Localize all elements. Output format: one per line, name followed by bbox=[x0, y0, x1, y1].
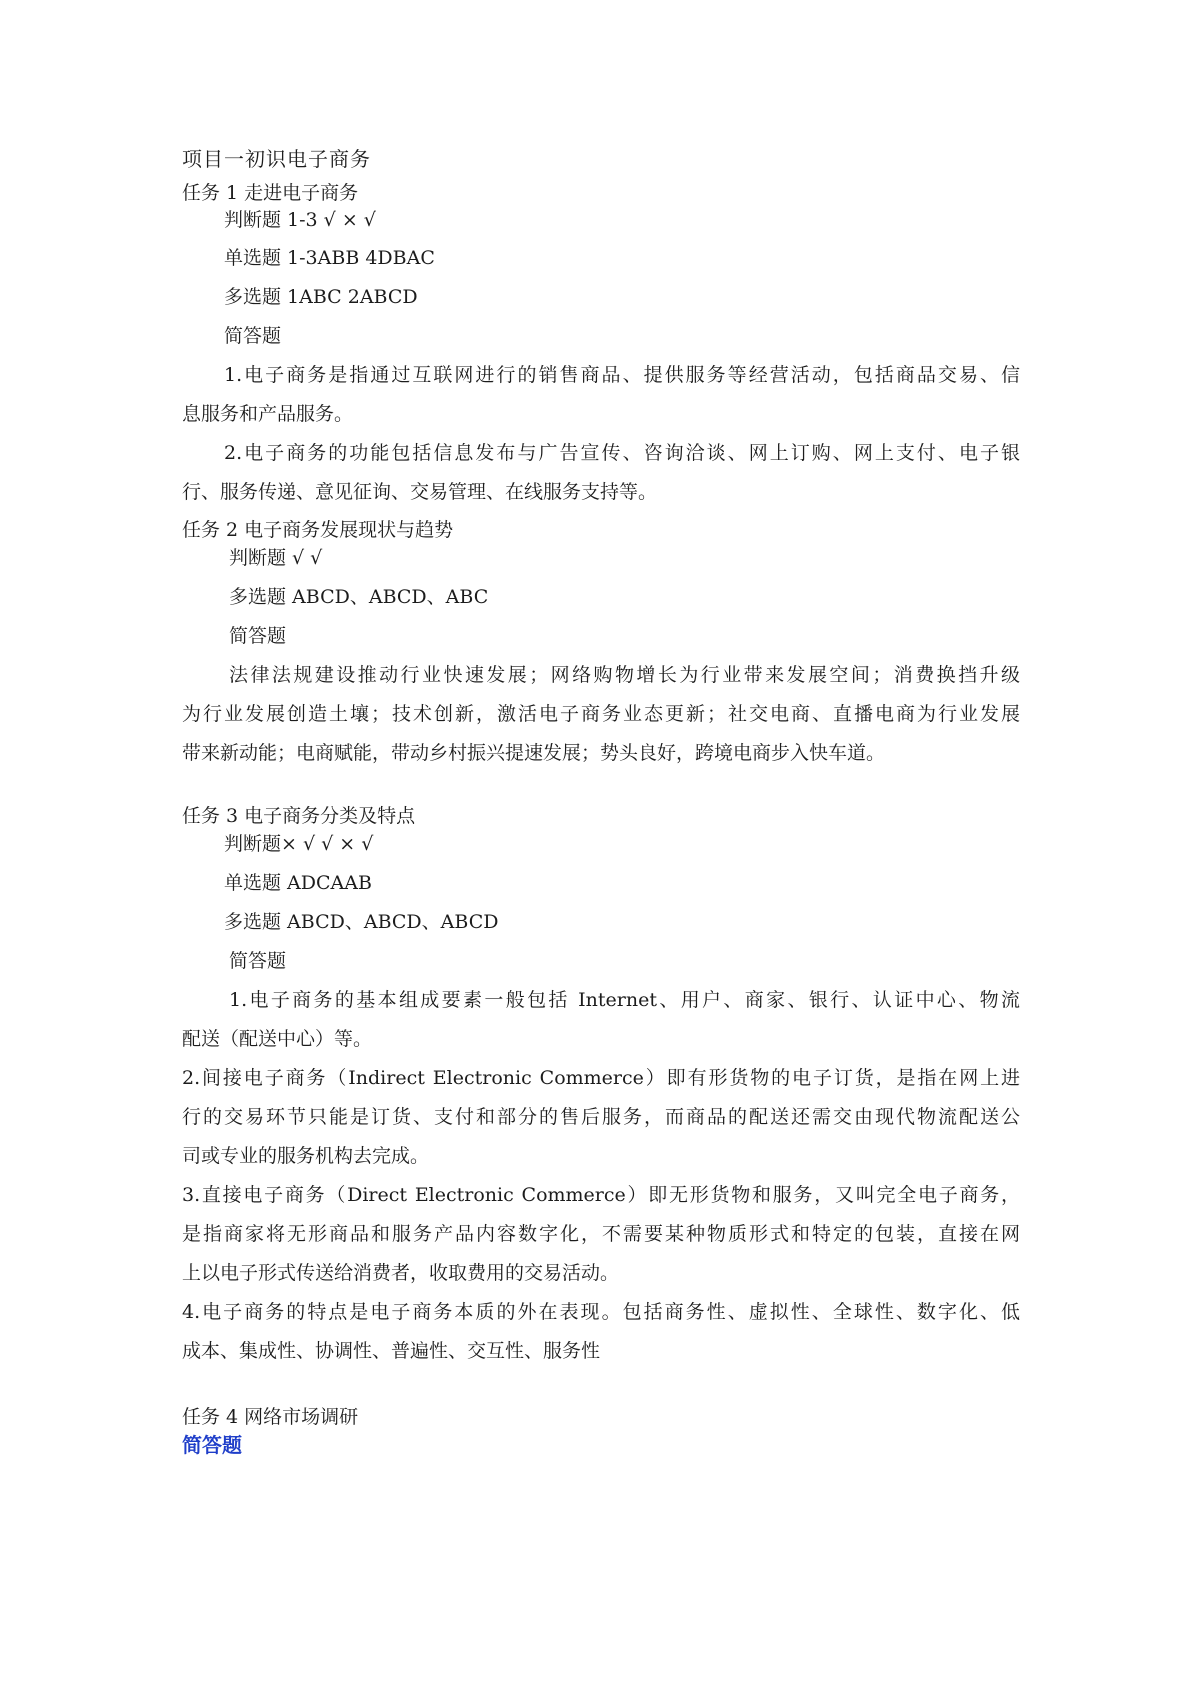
task1-short-answer-title: 简答题 bbox=[224, 325, 282, 347]
task3-answer4-line2: 成本、集成性、协调性、普遍性、交互性、服务性 bbox=[182, 1340, 601, 1362]
task2-true-false: 判断题 √ √ bbox=[229, 547, 323, 569]
task3-answer1-line1: 1.电子商务的基本组成要素一般包括 Internet、用户、商家、银行、认证中心、物流 bbox=[229, 989, 1020, 1011]
task1-answer2-line2: 行、服务传递、意见征询、交易管理、在线服务支持等。 bbox=[182, 481, 658, 503]
task4-short-answer-title: 简答题 bbox=[182, 1433, 242, 1457]
task3-answer4-line1: 4.电子商务的特点是电子商务本质的外在表现。包括商务性、虚拟性、全球性、数字化、低 bbox=[182, 1301, 1020, 1323]
task1-heading: 任务 1 走进电子商务 bbox=[182, 182, 359, 204]
task3-answer1-line2: 配送（配送中心）等。 bbox=[182, 1028, 373, 1050]
project-title: 项目一初识电子商务 bbox=[182, 147, 371, 171]
task2-heading: 任务 2 电子商务发展现状与趋势 bbox=[182, 519, 454, 541]
task2-answer-line2: 为行业发展创造土壤；技术创新，激活电子商务业态更新；社交电商、直播电商为行业发展 bbox=[182, 703, 1020, 725]
task1-true-false: 判断题 1-3 √ × √ bbox=[224, 209, 376, 231]
task3-true-false: 判断题× √ √ × √ bbox=[224, 833, 374, 855]
task3-answer3-line1: 3.直接电子商务（Direct Electronic Commerce）即无形货物和服务，又叫完全电子商务， bbox=[182, 1184, 1020, 1206]
task3-answer2-line3: 司或专业的服务机构去完成。 bbox=[182, 1145, 430, 1167]
task3-answer2-line1: 2.间接电子商务（Indirect Electronic Commerce）即有形货物的电子订货，是指在网上进 bbox=[182, 1067, 1020, 1089]
task2-short-answer-title: 简答题 bbox=[229, 625, 287, 647]
task3-answer3-line3: 上以电子形式传送给消费者，收取费用的交易活动。 bbox=[182, 1262, 620, 1284]
task1-answer1-line2: 息服务和产品服务。 bbox=[182, 403, 354, 425]
task1-answer1-line1: 1.电子商务是指通过互联网进行的销售商品、提供服务等经营活动，包括商品交易、信 bbox=[224, 364, 1020, 386]
task3-answer2-line2: 行的交易环节只能是订货、支付和部分的售后服务，而商品的配送还需交由现代物流配送公 bbox=[182, 1106, 1020, 1128]
task1-single-choice: 单选题 1-3ABB 4DBAC bbox=[224, 247, 435, 269]
task3-answer3-line2: 是指商家将无形商品和服务产品内容数字化，不需要某种物质形式和特定的包装，直接在网 bbox=[182, 1223, 1020, 1245]
task3-short-answer-title: 简答题 bbox=[229, 950, 287, 972]
task3-heading: 任务 3 电子商务分类及特点 bbox=[182, 805, 416, 827]
task2-answer-line1: 法律法规建设推动行业快速发展；网络购物增长为行业带来发展空间；消费换挡升级 bbox=[229, 664, 1020, 686]
task4-heading: 任务 4 网络市场调研 bbox=[182, 1406, 359, 1428]
task2-multi-choice: 多选题 ABCD、ABCD、ABC bbox=[229, 586, 489, 608]
task1-multi-choice: 多选题 1ABC 2ABCD bbox=[224, 286, 418, 308]
task3-single-choice: 单选题 ADCAAB bbox=[224, 872, 372, 894]
task1-answer2-line1: 2.电子商务的功能包括信息发布与广告宣传、咨询洽谈、网上订购、网上支付、电子银 bbox=[224, 442, 1020, 464]
task2-answer-line3: 带来新动能；电商赋能，带动乡村振兴提速发展；势头良好，跨境电商步入快车道。 bbox=[182, 742, 886, 764]
task3-multi-choice: 多选题 ABCD、ABCD、ABCD bbox=[224, 911, 499, 933]
